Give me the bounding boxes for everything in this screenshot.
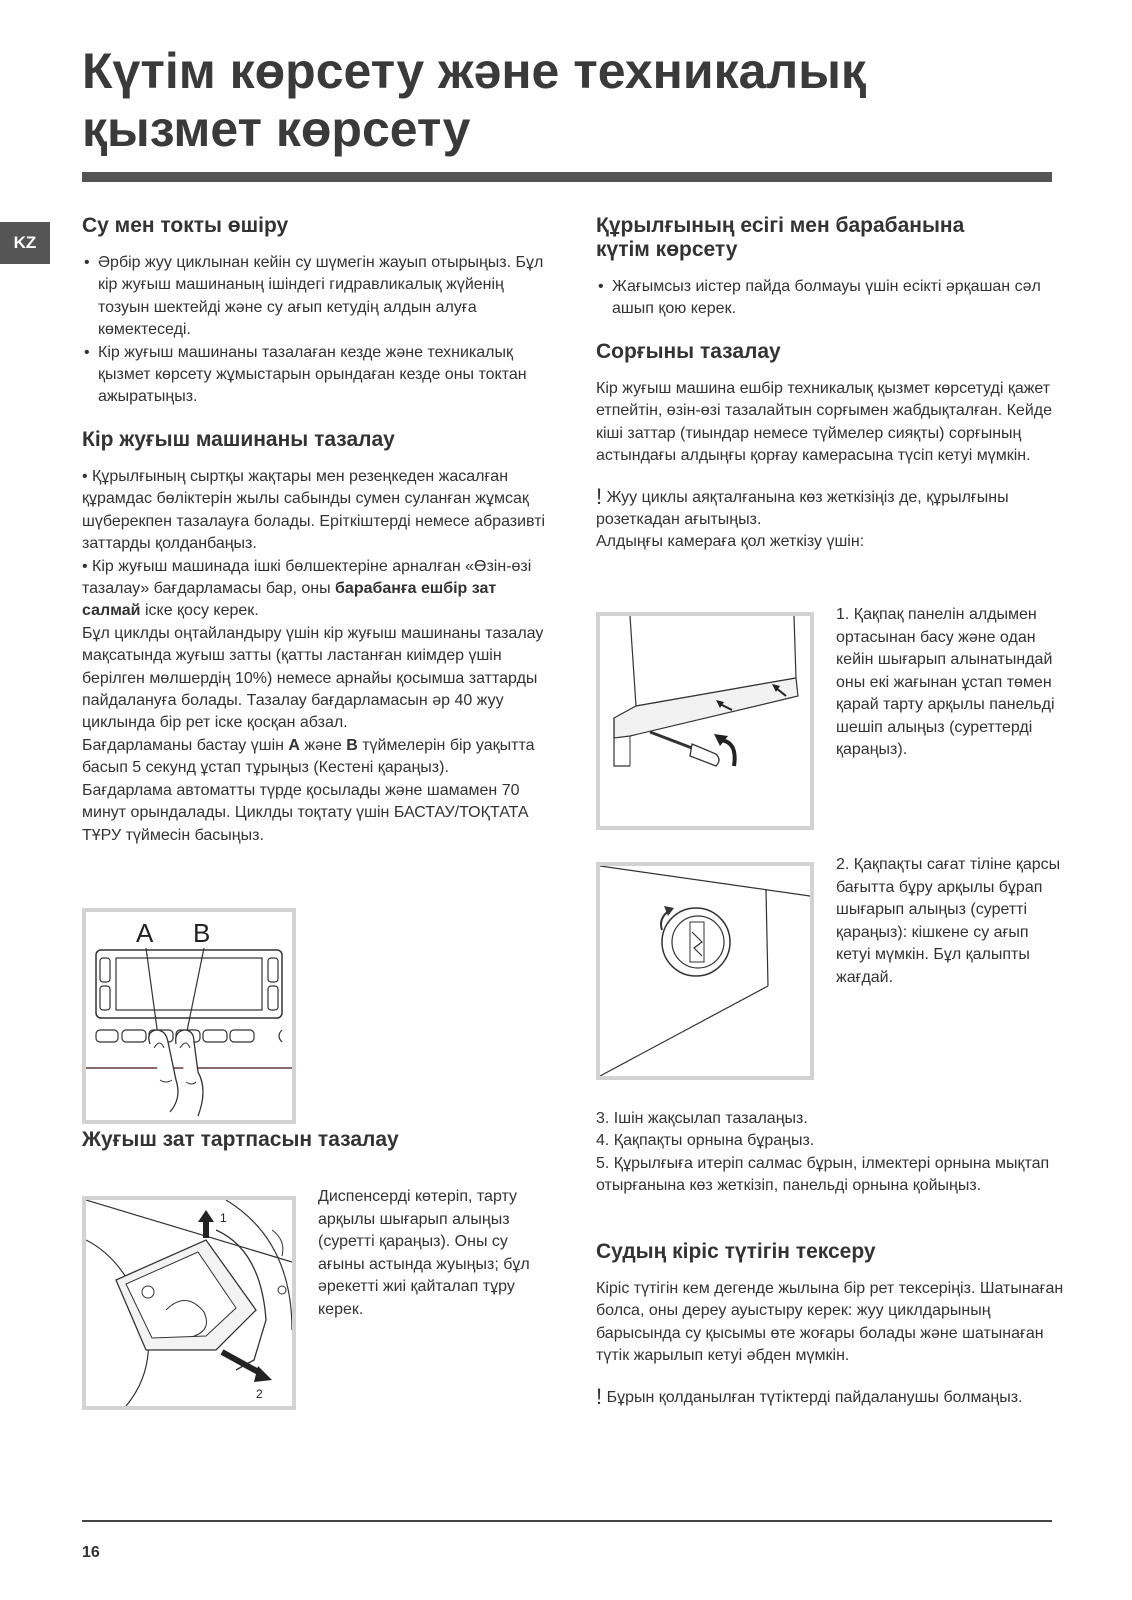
list-item: • Әрбір жуу циклынан кейін су шүмегін жауып отырыңыз. Бұл кір жуғыш машинаның ішіндегі гидравликалық жүйенің тозуын шектейді және су ағып кетудің алдын алуға көмектеседі. bbox=[82, 252, 552, 342]
page-title bbox=[82, 42, 1062, 158]
page-title-line-2: қызмет көрсету bbox=[82, 101, 471, 157]
label-a: A bbox=[136, 918, 154, 948]
bullet-list bbox=[596, 276, 1066, 321]
section-heading: Сорғыны тазалау bbox=[596, 340, 781, 363]
label-b: B bbox=[193, 918, 211, 948]
panel-illustration bbox=[600, 616, 810, 826]
text-run: Бағдарламаны бастау үшін bbox=[82, 736, 289, 754]
text-run: іске қосу керек. bbox=[140, 602, 259, 620]
list-item: • Жағымсыз иістер пайда болмауы үшін есікті әрқашан сәл ашып қою керек. bbox=[596, 276, 1066, 321]
button-a-ref: A bbox=[288, 736, 300, 754]
section-hose-check bbox=[596, 1240, 1066, 1409]
figure-buttons-ab bbox=[82, 908, 296, 1124]
step-2-caption: 2. Қақпақты сағат тіліне қарсы бағытта бұру арқылы бұрап шығарып алыңыз (суретті қараңыз): кішкене су ағып кетуі мүмкін. Бұл қалыпты жағдай. bbox=[836, 856, 1061, 986]
page-title-line-1: Күтім көрсету және техникалық bbox=[82, 43, 866, 99]
section-pump-cleaning bbox=[596, 340, 1066, 554]
section-heading: Судың кіріс түтігін тексеру bbox=[596, 1240, 876, 1263]
page-number: 16 bbox=[82, 1544, 100, 1561]
paragraph: Кіріс түтігін кем дегенде жылына бір рет тексеріңіз. Шатынаған болса, оны дереу ауыстыру керек: жуу циклдарының барысында су қысымы өте жоғары болады және шатынаған түтік жарылып кетуі әбден мүмкін. bbox=[596, 1280, 1064, 1365]
bullet-list bbox=[82, 252, 552, 409]
cap-illustration bbox=[600, 866, 810, 1076]
step-4: 4. Қақпақты орнына бұраңыз. bbox=[596, 1132, 815, 1150]
warning-paragraph bbox=[596, 483, 1066, 532]
warning-mark: ! bbox=[596, 1383, 603, 1409]
figure-panel-removal bbox=[596, 612, 814, 830]
paragraph bbox=[82, 735, 552, 780]
text-run: түймелерін бір уақытта басып 5 секунд ұстап тұрыңыз (Кестені қараңыз). bbox=[82, 736, 535, 777]
button-b-ref: B bbox=[346, 736, 358, 754]
paragraph: • Құрылғының сыртқы жақтары мен резеңкеден жасалған құрамдас бөліктерін жылы сабынды сумен суланған жұмсақ шүберекпен тазалауға болады. Еріткіштерді немесе абразивті заттарды қолданбаңыз. bbox=[82, 468, 546, 553]
figure-cap-removal bbox=[596, 862, 814, 1080]
section-drawer-cleaning bbox=[82, 1128, 552, 1152]
section-door-drum bbox=[596, 214, 1066, 321]
title-divider bbox=[82, 172, 1052, 182]
paragraph: Бағдарлама автоматты түрде қосылады және шамамен 70 минут орындалады. Циклды тоқтату үшін БАСТАУ/ТОҚТАТА ТҰРУ түймесін басыңыз. bbox=[82, 781, 529, 844]
figure-detergent-drawer bbox=[82, 1196, 296, 1410]
list-item: • Кір жуғыш машинаны тазалаған кезде және техникалық қызмет көрсету жұмыстарын орындаған кезде оны токтан ажыратыңыз. bbox=[82, 342, 552, 409]
warning-mark: ! bbox=[596, 483, 603, 509]
warning-paragraph bbox=[596, 1383, 1066, 1409]
emphasis-text: барабанға ешбір зат салмай bbox=[82, 580, 497, 620]
heading-line: Құрылғының есігі мен барабанына bbox=[596, 214, 965, 237]
section-heading: Су мен токты өшіру bbox=[82, 214, 289, 237]
step-number-2: 2 bbox=[256, 1387, 263, 1401]
step-5: 5. Құрылғыға итеріп салмас бұрын, ілмектері орнына мықтап отырғанына көз жеткізіп, панельді орнына қойыңыз. bbox=[596, 1154, 1050, 1195]
footer-divider bbox=[82, 1520, 1052, 1522]
text-run: Жуу циклы аяқталғанына көз жеткізіңіз де, құрылғыны розеткадан ағытыңыз. bbox=[596, 488, 1009, 529]
paragraph: Кір жуғыш машина ешбір техникалық қызмет көрсетуді қажет етпейтін, өзін-өзі тазалайтын сорғымен жабдықталған. Кейде кіші заттар (тиындар немесе түймелер сияқты) сорғының астындағы алдыңғы қорғау камерасына түсіп кетуі мүмкін. bbox=[596, 380, 1052, 465]
heading-line: күтім көрсету bbox=[596, 238, 738, 261]
section-water-power bbox=[82, 214, 552, 409]
paragraph: Бұл циклды оңтайландыру үшін кір жуғыш машинаны тазалау мақсатында жуғыш затты (қатты ластанған киімдер үшін берілген мөлшердің 10%) немесе арнайы қосымша заттарды пайдалануға болады. Тазалау бағдарламасын әр 40 жуу циклында бір рет іске қосқан абзал. bbox=[82, 624, 544, 732]
section-heading bbox=[596, 214, 1066, 262]
section-heading: Жуғыш зат тартпасын тазалау bbox=[82, 1128, 399, 1151]
paragraph: Алдыңғы камераға қол жеткізу үшін: bbox=[596, 533, 865, 551]
text-run: және bbox=[299, 736, 347, 754]
paragraph bbox=[82, 556, 552, 623]
step-number-1: 1 bbox=[220, 1211, 227, 1225]
text-run: • Кір жуғыш машинада ішкі бөлшектеріне арналған «Өзін-өзі тазалау» бағдарламасы бар, оны bbox=[82, 557, 532, 598]
step-3: 3. Ішін жақсылап тазалаңыз. bbox=[596, 1110, 808, 1127]
control-panel-illustration bbox=[86, 912, 292, 1120]
language-tab: KZ bbox=[0, 222, 50, 264]
step-1-caption: 1. Қақпақ панелін алдымен ортасынан басу және одан кейін шығарып алынатындай оны екі жағынан ұстап төмен қарай тарту арқылы панельді шешіп алыңыз (суреттерді қараңыз). bbox=[836, 606, 1055, 758]
pump-steps-3-5 bbox=[596, 1108, 1066, 1198]
drawer-caption: Диспенсерді көтеріп, тарту арқылы шығарып алыңыз (суретті қараңыз). Оны су ағыны астында жуыңыз; бұл әрекетті жиі қайталап тұру керек. bbox=[318, 1188, 530, 1318]
drawer-illustration bbox=[86, 1200, 292, 1406]
text-run: Бұрын қолданылған түтіктерді пайдаланушы болмаңыз. bbox=[602, 1388, 1023, 1406]
section-machine-cleaning bbox=[82, 428, 552, 847]
section-heading: Кір жуғыш машинаны тазалау bbox=[82, 428, 395, 451]
